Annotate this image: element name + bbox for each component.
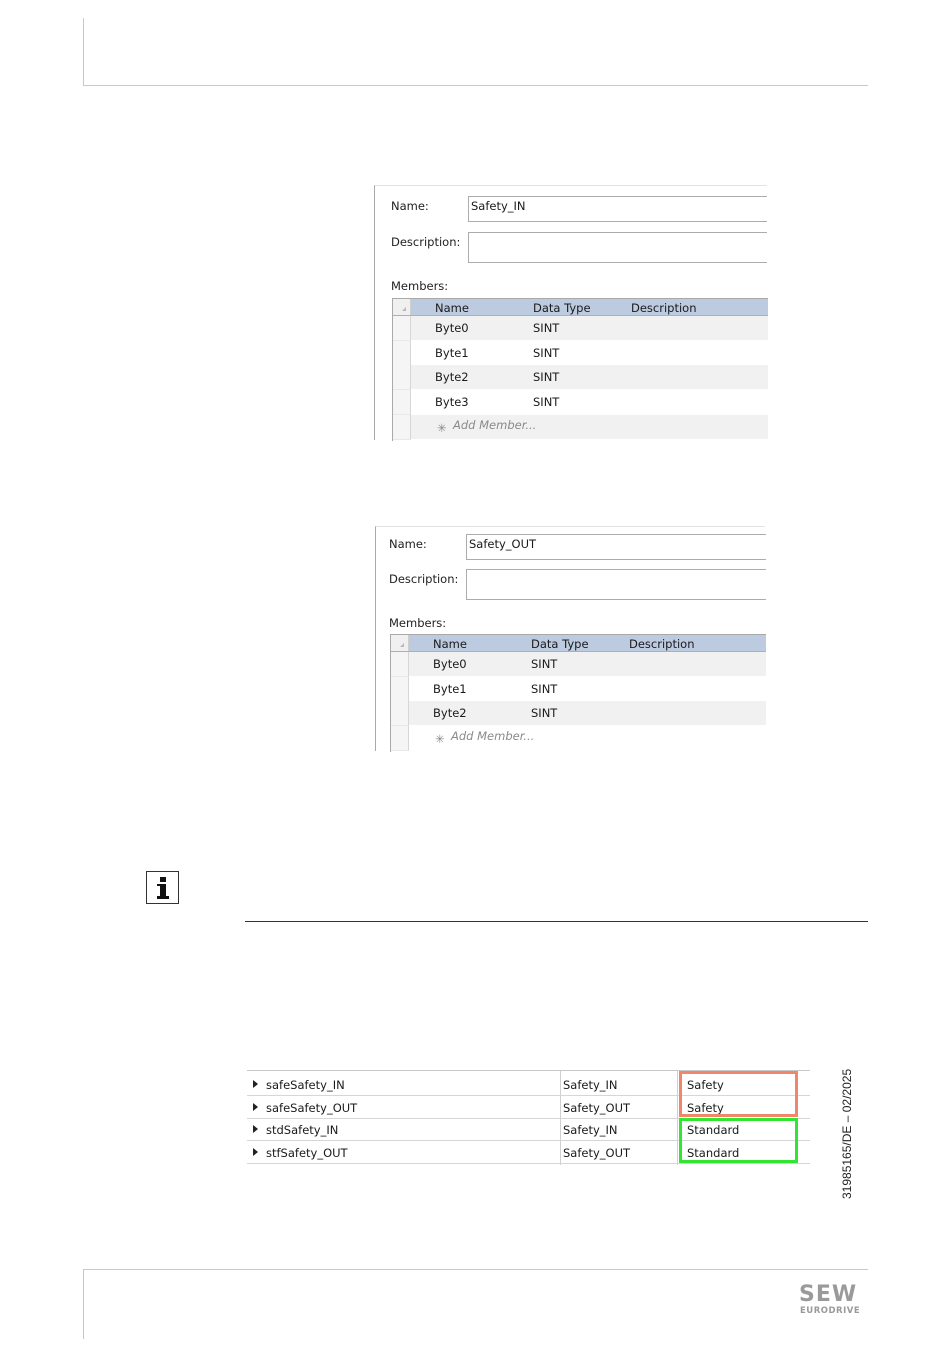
footer-left-rule xyxy=(83,1269,84,1339)
row-selector xyxy=(391,726,409,751)
member-row[interactable] xyxy=(391,677,766,701)
member-row[interactable] xyxy=(391,701,766,725)
members-grid xyxy=(392,298,768,441)
tag-data-type: Safety_OUT xyxy=(563,1101,631,1115)
row-selector[interactable] xyxy=(393,390,411,415)
info-rule xyxy=(245,921,868,922)
column-header-data-type[interactable]: Data Type xyxy=(533,301,591,315)
name-field[interactable] xyxy=(466,534,766,560)
member-name: Byte3 xyxy=(435,395,469,409)
member-row[interactable] xyxy=(393,365,768,389)
member-type: SINT xyxy=(531,657,558,671)
members-grid xyxy=(390,634,766,752)
member-type: SINT xyxy=(533,370,560,384)
new-item-star-icon: ✳ xyxy=(437,421,447,435)
name-value: Safety_OUT xyxy=(469,537,537,551)
row-selector xyxy=(393,415,411,440)
footer-rule xyxy=(83,1269,868,1270)
document-number: 31985165/DE – 02/2025 xyxy=(840,1068,854,1199)
description-label: Description: xyxy=(391,235,461,249)
add-member-label[interactable]: Add Member... xyxy=(451,729,535,743)
tag-name: stfSafety_OUT xyxy=(266,1146,348,1160)
member-type: SINT xyxy=(531,706,558,720)
member-type: SINT xyxy=(533,321,560,335)
sort-corner-icon[interactable] xyxy=(391,635,409,651)
column-header-name[interactable]: Name xyxy=(435,301,469,315)
column-header-name[interactable]: Name xyxy=(433,637,467,651)
row-selector[interactable] xyxy=(393,365,411,390)
expand-arrow-icon[interactable] xyxy=(253,1148,258,1156)
sew-eurodrive-logo xyxy=(799,1284,869,1318)
member-name: Byte2 xyxy=(435,370,469,384)
header-left-rule xyxy=(83,18,84,86)
tag-data-type: Safety_OUT xyxy=(563,1146,631,1160)
member-row[interactable] xyxy=(393,390,768,414)
add-member-row[interactable] xyxy=(391,726,766,750)
expand-arrow-icon[interactable] xyxy=(253,1125,258,1133)
row-selector[interactable] xyxy=(393,341,411,366)
row-selector[interactable] xyxy=(393,316,411,341)
member-type: SINT xyxy=(533,346,560,360)
udt-dialog-safety-in xyxy=(374,185,767,440)
logo-eurodrive: EURODRIVE xyxy=(800,1306,861,1316)
name-field[interactable] xyxy=(468,196,767,222)
member-type: SINT xyxy=(533,395,560,409)
member-row[interactable] xyxy=(393,316,768,340)
tag-class: Standard xyxy=(687,1146,740,1160)
safety-highlight-box xyxy=(679,1071,798,1117)
expand-arrow-icon[interactable] xyxy=(253,1103,258,1111)
member-row[interactable] xyxy=(391,652,766,676)
description-label: Description: xyxy=(389,572,459,586)
member-row[interactable] xyxy=(393,341,768,365)
name-label: Name: xyxy=(391,199,429,213)
tag-data-type: Safety_IN xyxy=(563,1123,618,1137)
description-field[interactable] xyxy=(468,232,767,263)
members-label: Members: xyxy=(389,616,447,630)
column-header-description[interactable]: Description xyxy=(629,637,695,651)
tag-name: safeSafety_OUT xyxy=(266,1101,358,1115)
name-value: Safety_IN xyxy=(471,199,526,213)
members-label: Members: xyxy=(391,279,449,293)
grid-header xyxy=(393,299,768,316)
logo-sew: SEW xyxy=(799,1282,858,1307)
member-name: Byte2 xyxy=(433,706,467,720)
add-member-label[interactable]: Add Member... xyxy=(453,418,537,432)
member-name: Byte0 xyxy=(435,321,469,335)
name-label: Name: xyxy=(389,537,427,551)
sort-corner-icon[interactable] xyxy=(393,299,411,315)
member-type: SINT xyxy=(531,682,558,696)
add-member-row[interactable] xyxy=(393,415,768,439)
tag-name: stdSafety_IN xyxy=(266,1123,339,1137)
new-item-star-icon: ✳ xyxy=(435,732,445,746)
header-rule xyxy=(83,85,868,86)
member-name: Byte1 xyxy=(433,682,467,696)
column-header-description[interactable]: Description xyxy=(631,301,697,315)
expand-arrow-icon[interactable] xyxy=(253,1080,258,1088)
member-name: Byte0 xyxy=(433,657,467,671)
member-name: Byte1 xyxy=(435,346,469,360)
column-header-data-type[interactable]: Data Type xyxy=(531,637,589,651)
standard-highlight-box xyxy=(679,1118,798,1163)
description-field[interactable] xyxy=(466,569,766,600)
tag-data-type: Safety_IN xyxy=(563,1078,618,1092)
tag-name: safeSafety_IN xyxy=(266,1078,345,1092)
info-icon xyxy=(146,871,179,904)
tag-class: Standard xyxy=(687,1123,740,1137)
udt-dialog-safety-out xyxy=(375,526,765,751)
row-selector[interactable] xyxy=(391,701,409,726)
tag-class: Safety xyxy=(687,1078,724,1092)
row-selector[interactable] xyxy=(391,652,409,677)
grid-header xyxy=(391,635,766,652)
tag-class: Safety xyxy=(687,1101,724,1115)
row-selector[interactable] xyxy=(391,677,409,702)
